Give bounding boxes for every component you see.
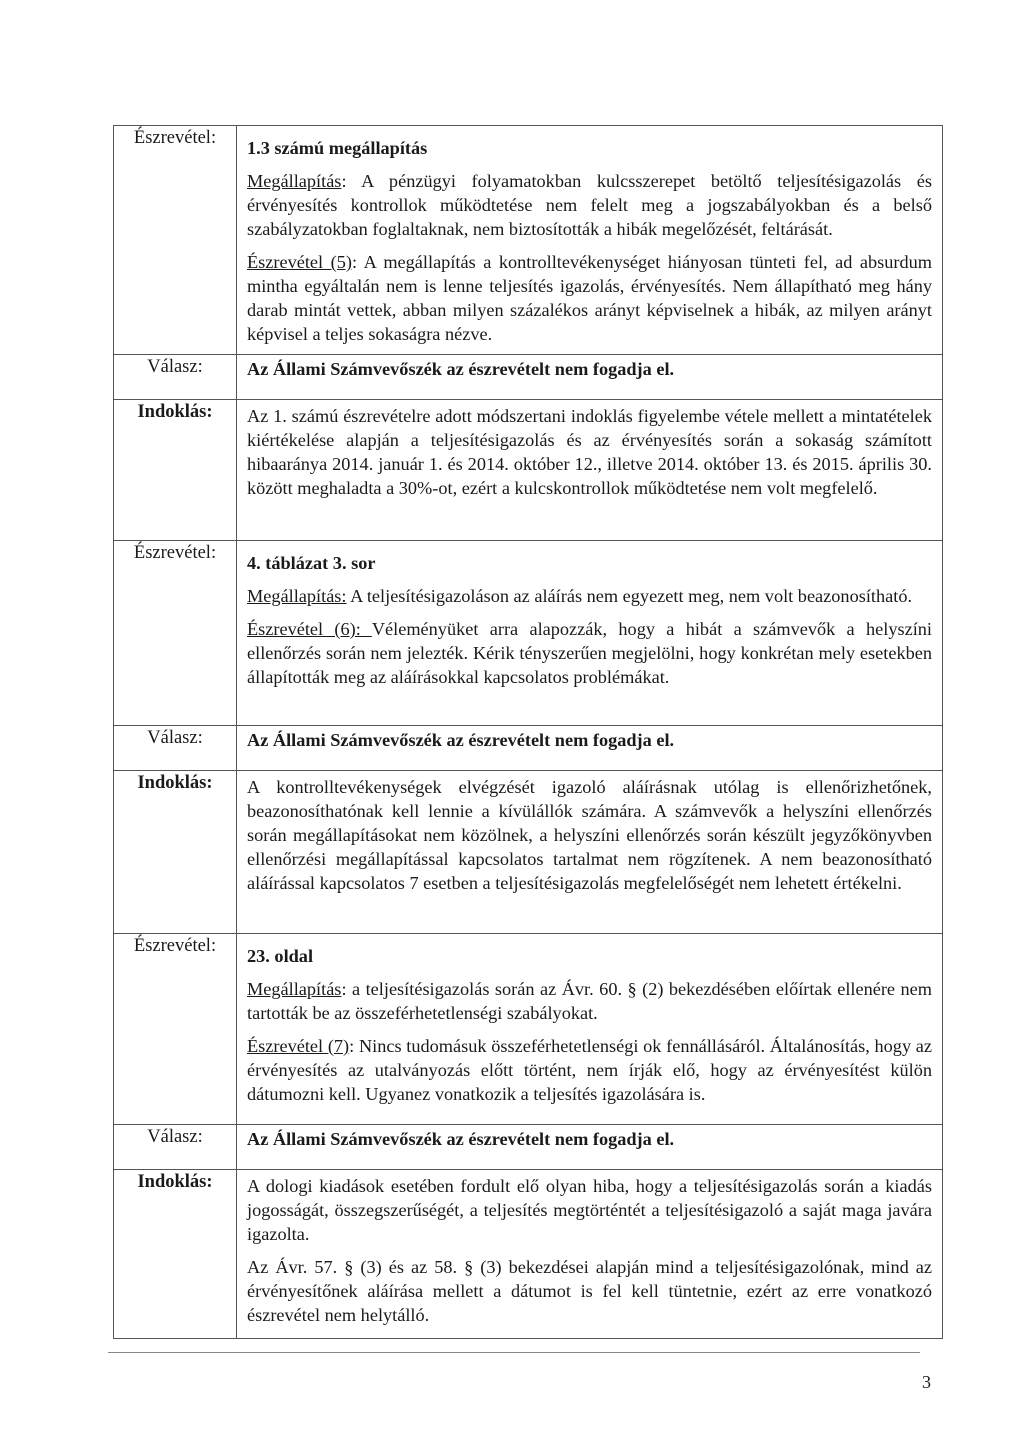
- reasoning-row: [114, 1170, 943, 1339]
- observation-row: [114, 126, 943, 355]
- response-row: [114, 726, 943, 771]
- finding-text: A teljesítésigazoláson az aláírás nem egyezett meg, nem volt beazonosítható.: [350, 586, 913, 606]
- comment-text: Véleményüket arra alapozzák, hogy a hibát a számvevők a helyszíni ellenőrzés során nem jelezték. Kérik tényszerűen megjelölni, hogy konkrétan mely esetekben állapították meg az aláírásokkal kapcsolatos problémákat.: [247, 619, 932, 687]
- footer-divider: [108, 1352, 920, 1353]
- comment-paragraph: [247, 1034, 932, 1106]
- response-label: Válasz:: [114, 726, 237, 771]
- reasoning-label: Indoklás:: [114, 1170, 237, 1339]
- observation-heading: 23. oldal: [247, 946, 314, 966]
- observation-row: [114, 541, 943, 726]
- response-label: Válasz:: [114, 355, 237, 400]
- reasoning-paragraph: Az 1. számú észrevételre adott módszertani indoklás figyelembe vétele mellett a mintatételek kiértékelése alapján a teljesítésigazolás és az érvényesítés során a sokaság számított hibaaránya 2014. január 1. és 2014. október 12., illetve 2014. október 13. és 2015. április 30. között meghaladta a 30%-ot, ezért a kulcskontrollok működtetése nem volt megfelelő.: [247, 406, 932, 498]
- observation-content: [237, 126, 943, 355]
- finding-label: Megállapítás:: [247, 586, 347, 606]
- finding-paragraph: [247, 169, 932, 241]
- finding-label: Megállapítás: [247, 171, 342, 191]
- response-label: Válasz:: [114, 1125, 237, 1170]
- comment-label: Észrevétel (7): [247, 1036, 350, 1056]
- comment-paragraph: [247, 250, 932, 346]
- page-number: 3: [922, 1372, 931, 1392]
- finding-label: Megállapítás: [247, 979, 342, 999]
- comment-label: Észrevétel (6):: [247, 619, 372, 639]
- observation-label: Észrevétel:: [114, 541, 237, 726]
- finding-text: A pénzügyi folyamatokban kulcsszerepet betöltő teljesítésigazolás és érvényesítés kontrollok működtetése nem felelt meg a jogszabályokban és a belső szabályzatokban foglaltaknak, nem biztosították a hibák megelőzését, feltárását.: [247, 171, 933, 239]
- reasoning-row: [114, 400, 943, 541]
- finding-separator: :: [341, 171, 362, 191]
- reasoning-content: [237, 400, 943, 541]
- comment-separator: :: [351, 252, 364, 272]
- reasoning-paragraph: A dologi kiadások esetében fordult elő olyan hiba, hogy a teljesítésigazolás során a kiadás jogosságát, összegszerűségét, a teljesítés megtörténtét a teljesítésigazoló a saját maga javára igazolta.: [247, 1176, 932, 1244]
- observation-heading: 4. táblázat 3. sor: [247, 553, 376, 573]
- finding-paragraph: [247, 977, 932, 1025]
- reasoning-label: Indoklás:: [114, 400, 237, 541]
- comment-text: A megállapítás a kontrolltevékenységet hiányosan tünteti fel, ad absurdum mintha egyáltalán nem is lenne teljesítés igazolás, érvényesítés. Nem állapítható meg hány darab mintát vettek, abban milyen százalékos arányt képviselnek a hibák, az milyen arányt képvisel a teljes sokaságra nézve.: [247, 252, 933, 344]
- observations-table: [113, 125, 943, 1339]
- comment-paragraph: [247, 617, 932, 689]
- response-row: [114, 355, 943, 400]
- comment-label: Észrevétel (5): [247, 252, 352, 272]
- reasoning-paragraph: Az Ávr. 57. § (3) és az 58. § (3) bekezdései alapján mind a teljesítésigazolónak, mind az érvényesítőnek aláírása mellett a dátumot is fel kell tüntetnie, ezért az erre vonatkozó észrevétel nem helytálló.: [247, 1257, 932, 1325]
- observation-content: [237, 541, 943, 726]
- observation-label: Észrevétel:: [114, 934, 237, 1125]
- reasoning-label: Indoklás:: [114, 771, 237, 934]
- comment-text: Nincs tudomásuk összeférhetetlenségi ok fennállásáról. Általánosítás, hogy az érvényesítés az utalványozás előtt történt, nem írják elő, hogy az érvényesítést külön dátumozni kell. Ugyanez vonatkozik a teljesítés igazolására is.: [247, 1036, 933, 1104]
- reasoning-content: [237, 771, 943, 934]
- observation-heading: 1.3 számú megállapítás: [247, 138, 428, 158]
- observation-row: [114, 934, 943, 1125]
- response-text: Az Állami Számvevőszék az észrevételt nem fogadja el.: [237, 1125, 943, 1170]
- reasoning-content: [237, 1170, 943, 1339]
- response-text: Az Állami Számvevőszék az észrevételt nem fogadja el.: [237, 355, 943, 400]
- observation-label: Észrevétel:: [114, 126, 237, 355]
- finding-text: a teljesítésigazolás során az Ávr. 60. § (2) bekezdésében előírtak ellenére nem tartották be az összeférhetetlenségi szabályokat.: [247, 979, 932, 1023]
- reasoning-paragraph: A kontrolltevékenységek elvégzését igazoló aláírásnak utólag is ellenőrizhetőnek, beazonosíthatónak kell lennie a kívülállók számára. A számvevők a helyszíni ellenőrzés során megállapításokat nem közölnek, a helyszíni ellenőrzés során készült jegyzőkönyvben ellenőrzési megállapítással kapcsolatos tartalmat nem rögzítenek. A nem beazonosítható aláírással kapcsolatos 7 esetben a teljesítésigazolás megfelelőségét nem lehetett értékelni.: [247, 777, 932, 893]
- response-text: Az Állami Számvevőszék az észrevételt nem fogadja el.: [237, 726, 943, 771]
- reasoning-row: [114, 771, 943, 934]
- response-row: [114, 1125, 943, 1170]
- comment-separator: :: [349, 1036, 359, 1056]
- finding-separator: :: [341, 979, 352, 999]
- finding-paragraph: [247, 584, 932, 608]
- observation-content: [237, 934, 943, 1125]
